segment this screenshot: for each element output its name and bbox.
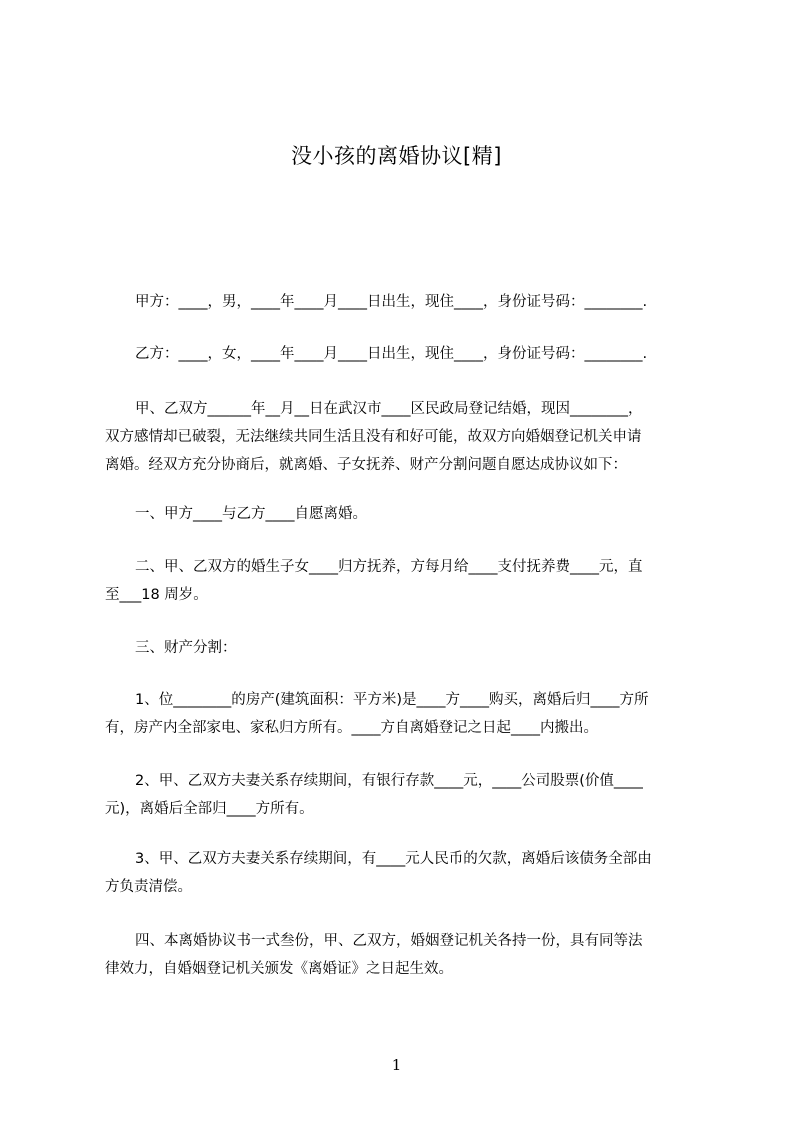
- clause-1-line: 一、甲方____与乙方____自愿离婚。: [135, 506, 367, 522]
- intro-paragraph: [105, 395, 705, 479]
- clause-2-paragraph: [105, 553, 705, 609]
- party-a-paragraph: [105, 288, 705, 316]
- clause-3-3-line-1: 3、甲、乙双方夫妻关系存续期间，有____元人民币的欠款，离婚后该债务全部由: [135, 851, 652, 867]
- party-b-paragraph: [105, 340, 705, 368]
- clause-3-1-line-1: 1、位________的房产(建筑面积：平方米)是____方____购买，离婚后归____方所: [135, 692, 649, 708]
- party-b-line: 乙方：____，女，____年____月____日出生，现住____，身份证号码：________.: [135, 346, 648, 362]
- intro-line-1: 甲、乙双方______年__月__日在武汉市____区民政局登记结婚，现因________，: [135, 401, 643, 417]
- clause-3-heading: 三、财产分割：: [135, 640, 237, 656]
- page-number: 1: [391, 1056, 402, 1074]
- clause-2-line-1: 二、甲、乙双方的婚生子女____归方抚养，方每月给____支付抚养费____元，直: [135, 559, 643, 575]
- clause-3-3-paragraph: [105, 845, 705, 901]
- clause-4-paragraph: [105, 927, 705, 983]
- party-a-line: 甲方：____，男，____年____月____日出生，现住____，身份证号码：________.: [135, 294, 648, 310]
- clause-3-1-line-2: 有，房产内全部家电、家私归方所有。____方自离婚登记之日起____内搬出。: [105, 720, 598, 736]
- clause-1-paragraph: [105, 500, 705, 528]
- clause-3-1-paragraph: [105, 686, 705, 742]
- clause-4-line-1: 四、本离婚协议书一式叁份，甲、乙双方，婚姻登记机关各持一份，具有同等法: [135, 933, 643, 949]
- clause-3-2-line-2: 元)，离婚后全部归____方所有。: [105, 801, 314, 817]
- clause-4-line-2: 律效力，自婚姻登记机关颁发《离婚证》之日起生效。: [105, 961, 453, 977]
- intro-line-2: 双方感情却已破裂，无法继续共同生活且没有和好可能，故双方向婚姻登记机关申请: [105, 429, 642, 445]
- document-title: 没小孩的离婚协议[精]: [291, 144, 502, 168]
- clause-3-2-paragraph: [105, 767, 705, 823]
- intro-line-3: 离婚。经双方充分协商后，就离婚、子女抚养、财产分割问题自愿达成协议如下：: [105, 457, 627, 473]
- clause-3-2-line-1: 2、甲、乙双方夫妻关系存续期间，有银行存款____元，____公司股票(价值____: [135, 773, 643, 789]
- clause-2-line-2: 至___18 周岁。: [105, 587, 208, 603]
- clause-3-3-line-2: 方负责清偿。: [105, 879, 192, 895]
- clause-3-heading-paragraph: [105, 634, 705, 662]
